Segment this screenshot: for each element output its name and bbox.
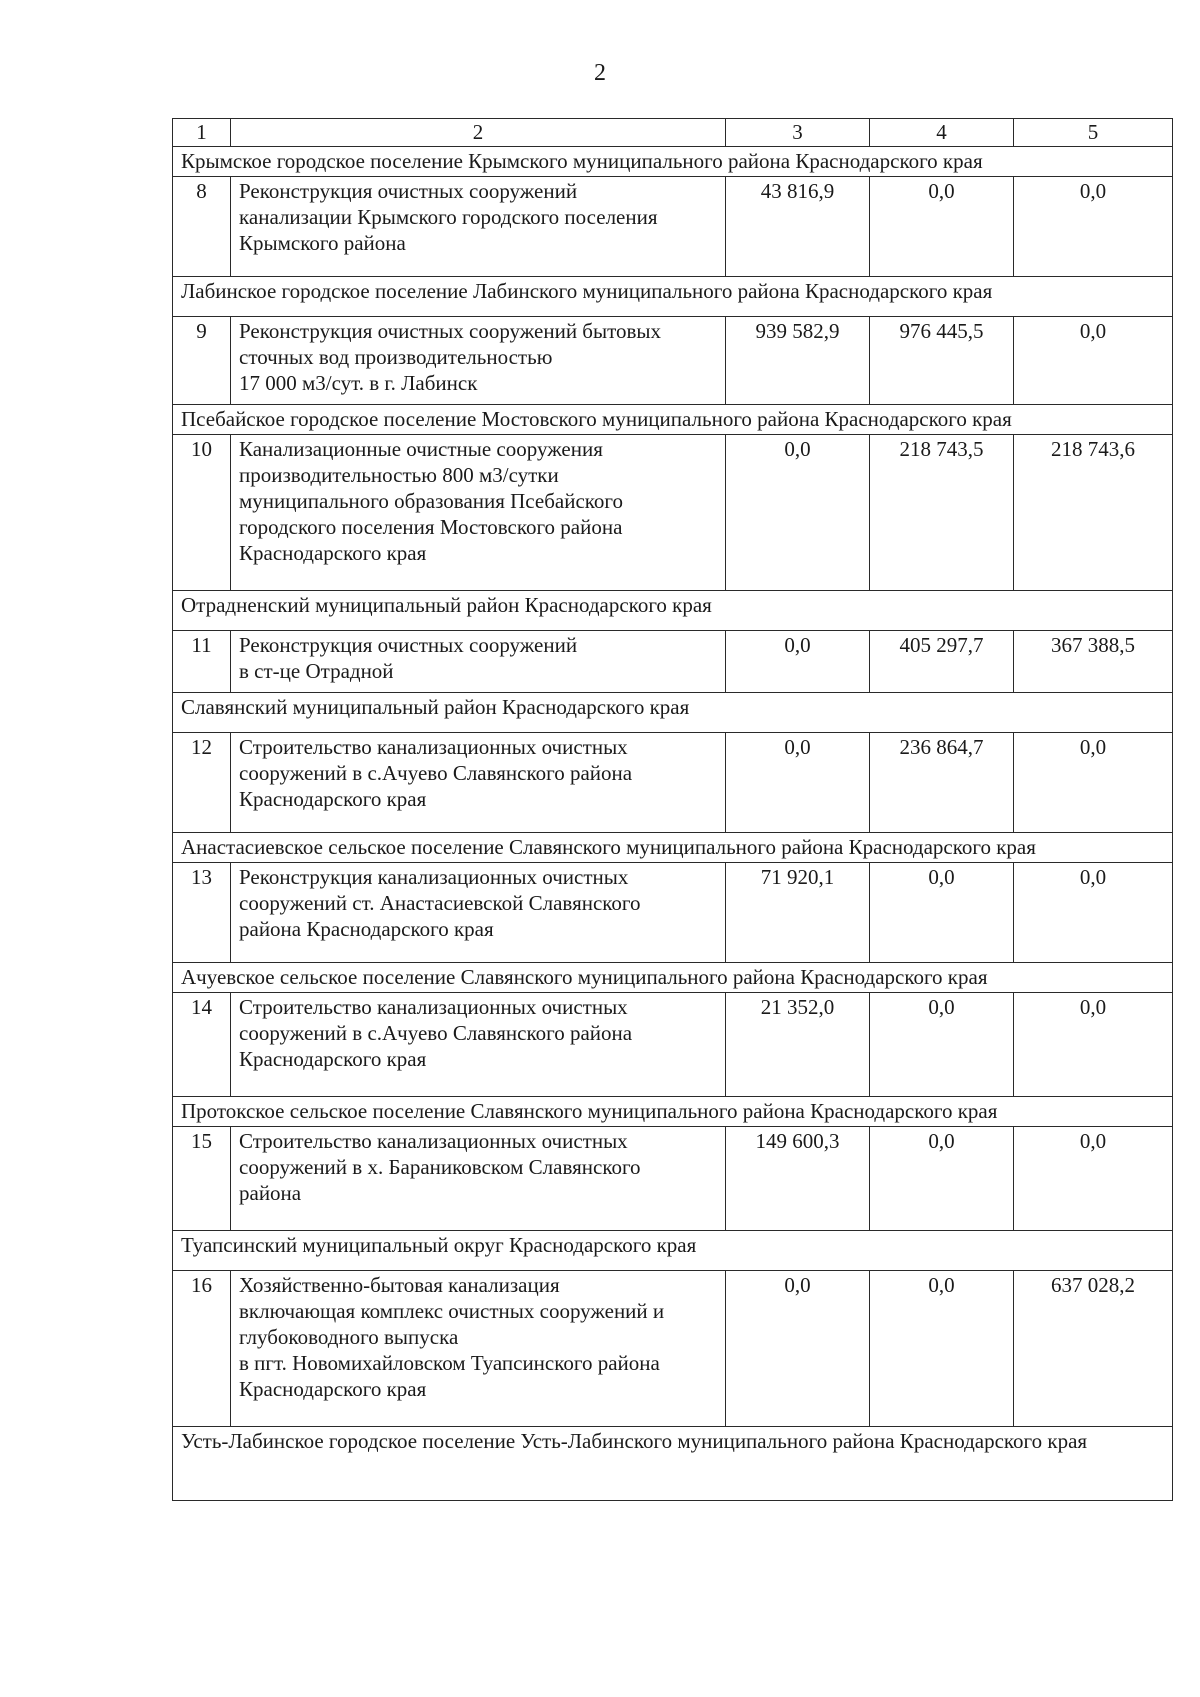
value-col-5: 0,0: [1014, 177, 1173, 277]
page-number: 2: [594, 60, 606, 86]
value-col-3: 149 600,3: [726, 1127, 870, 1231]
value-col-5: 0,0: [1014, 1127, 1173, 1231]
item-name: Хозяйственно-бытовая канализация включающая комплекс очистных сооружений и глубоководного выпуска в пгт. Новомихайловском Туапсинского района Краснодарского края: [231, 1271, 726, 1427]
section-title: Славянский муниципальный район Краснодарского края: [173, 693, 1173, 733]
header-cell-2: 2: [231, 119, 726, 147]
header-cell-1: 1: [173, 119, 231, 147]
item-number: 9: [173, 317, 231, 405]
section-row: [173, 963, 1173, 993]
program-table: [172, 118, 1173, 1501]
section-row: [173, 277, 1173, 317]
item-name: Реконструкция очистных сооружений в ст-це Отрадной: [231, 631, 726, 693]
section-title: Туапсинский муниципальный округ Краснодарского края: [173, 1231, 1173, 1271]
item-row: [173, 317, 1173, 405]
item-number: 11: [173, 631, 231, 693]
value-col-4: 0,0: [870, 863, 1014, 963]
item-number: 16: [173, 1271, 231, 1427]
section-row: [173, 693, 1173, 733]
section-title: Протокское сельское поселение Славянского муниципального района Краснодарского края: [173, 1097, 1173, 1127]
value-col-3: 21 352,0: [726, 993, 870, 1097]
item-row: [173, 993, 1173, 1097]
value-col-3: 0,0: [726, 435, 870, 591]
section-title: Анастасиевское сельское поселение Славянского муниципального района Краснодарского края: [173, 833, 1173, 863]
section-title: Псебайское городское поселение Мостовского муниципального района Краснодарского края: [173, 405, 1173, 435]
value-col-3: 939 582,9: [726, 317, 870, 405]
value-col-4: 0,0: [870, 1127, 1014, 1231]
item-row: [173, 863, 1173, 963]
value-col-5: 0,0: [1014, 993, 1173, 1097]
value-col-3: 0,0: [726, 733, 870, 833]
item-name: Строительство канализационных очистных сооружений в х. Бараниковском Славянского района: [231, 1127, 726, 1231]
item-number: 12: [173, 733, 231, 833]
value-col-4: 0,0: [870, 993, 1014, 1097]
value-col-5: 0,0: [1014, 863, 1173, 963]
header-cell-3: 3: [726, 119, 870, 147]
value-col-4: 405 297,7: [870, 631, 1014, 693]
item-name: Реконструкция канализационных очистных сооружений ст. Анастасиевской Славянского района Краснодарского края: [231, 863, 726, 963]
header-cell-4: 4: [870, 119, 1014, 147]
item-name: Строительство канализационных очистных сооружений в с.Ачуево Славянского района Краснодарского края: [231, 993, 726, 1097]
item-number: 8: [173, 177, 231, 277]
section-row: [173, 591, 1173, 631]
value-col-3: 71 920,1: [726, 863, 870, 963]
value-col-5: 218 743,6: [1014, 435, 1173, 591]
item-row: [173, 1271, 1173, 1427]
item-number: 13: [173, 863, 231, 963]
header-row: [173, 119, 1173, 147]
header-cell-5: 5: [1014, 119, 1173, 147]
item-row: [173, 177, 1173, 277]
value-col-3: 0,0: [726, 1271, 870, 1427]
section-title: Лабинское городское поселение Лабинского муниципального района Краснодарского края: [173, 277, 1173, 317]
section-row: [173, 147, 1173, 177]
value-col-4: 976 445,5: [870, 317, 1014, 405]
section-row: [173, 1427, 1173, 1501]
section-title: Крымское городское поселение Крымского муниципального района Краснодарского края: [173, 147, 1173, 177]
item-name: Канализационные очистные сооружения производительностью 800 м3/сутки муниципального образования Псебайского городского поселения Мостовского района Краснодарского края: [231, 435, 726, 591]
value-col-5: 637 028,2: [1014, 1271, 1173, 1427]
item-name: Реконструкция очистных сооружений канализации Крымского городского поселения Крымского района: [231, 177, 726, 277]
item-row: [173, 1127, 1173, 1231]
value-col-5: 0,0: [1014, 317, 1173, 405]
section-row: [173, 833, 1173, 863]
value-col-3: 0,0: [726, 631, 870, 693]
value-col-5: 367 388,5: [1014, 631, 1173, 693]
item-row: [173, 733, 1173, 833]
value-col-4: 218 743,5: [870, 435, 1014, 591]
value-col-3: 43 816,9: [726, 177, 870, 277]
section-title: Отрадненский муниципальный район Краснодарского края: [173, 591, 1173, 631]
section-row: [173, 405, 1173, 435]
value-col-4: 0,0: [870, 177, 1014, 277]
item-number: 10: [173, 435, 231, 591]
value-col-4: 0,0: [870, 1271, 1014, 1427]
value-col-5: 0,0: [1014, 733, 1173, 833]
section-row: [173, 1097, 1173, 1127]
section-title: Ачуевское сельское поселение Славянского муниципального района Краснодарского края: [173, 963, 1173, 993]
section-row: [173, 1231, 1173, 1271]
item-row: [173, 435, 1173, 591]
item-number: 14: [173, 993, 231, 1097]
item-name: Строительство канализационных очистных сооружений в с.Ачуево Славянского района Краснодарского края: [231, 733, 726, 833]
item-row: [173, 631, 1173, 693]
value-col-4: 236 864,7: [870, 733, 1014, 833]
item-number: 15: [173, 1127, 231, 1231]
item-name: Реконструкция очистных сооружений бытовых сточных вод производительностью 17 000 м3/сут. в г. Лабинск: [231, 317, 726, 405]
section-title: Усть-Лабинское городское поселение Усть-Лабинского муниципального района Краснодарского края: [173, 1427, 1173, 1501]
